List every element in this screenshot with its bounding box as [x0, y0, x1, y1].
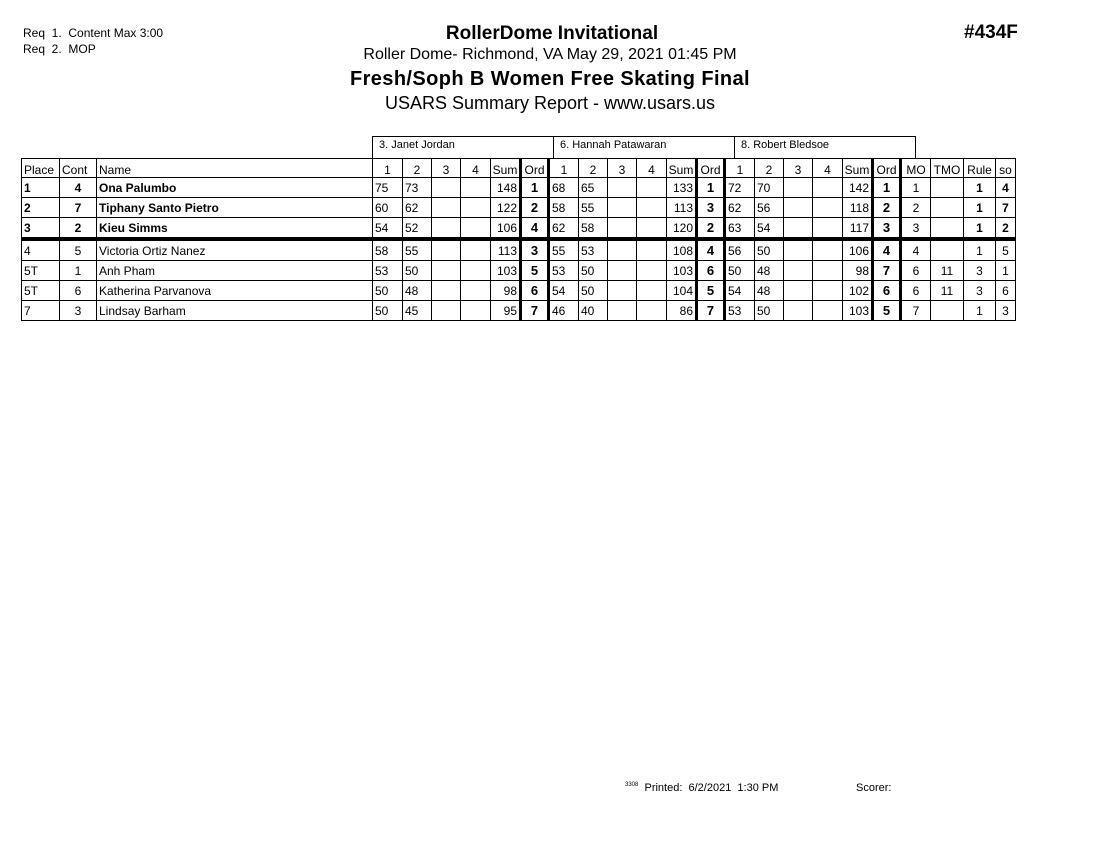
printed-timestamp: Printed: 6/2/2021 1:30 PM: [644, 782, 779, 794]
rule-cell: 1: [964, 218, 996, 240]
judge-2-score-2: 50: [579, 261, 608, 281]
header-mo: MO: [901, 159, 931, 178]
event-name: Fresh/Soph B Women Free Skating Final: [349, 68, 751, 90]
judge-2-score-1: 46: [549, 301, 579, 321]
judge-2-score-1: 58: [549, 198, 579, 218]
judge-3-score-4: [813, 281, 843, 301]
judge-2-score-4: [637, 178, 667, 198]
header-j1-s1: 1: [373, 159, 403, 178]
judge-3-sum: 103: [843, 301, 873, 321]
report-header: [0, 22, 1100, 114]
judge-1-score-4: [461, 218, 491, 240]
tmo-cell: 11: [931, 281, 964, 301]
judge-3-sum: 98: [843, 261, 873, 281]
judge-3-score-3: [784, 301, 813, 321]
mo-cell: 1: [901, 178, 931, 198]
rule-cell: 1: [964, 301, 996, 321]
judge-1-sum: 148: [491, 178, 521, 198]
judge-1-score-4: [461, 178, 491, 198]
judge-1-ordinal: 7: [521, 301, 549, 321]
judge-1-sum: 122: [491, 198, 521, 218]
requirement-2: Req 2. MOP: [23, 42, 96, 56]
judge-2-sum: 86: [667, 301, 697, 321]
judge-2-score-1: 62: [549, 218, 579, 240]
judge-3-ordinal: 6: [873, 281, 901, 301]
judge-2-ordinal: 4: [697, 239, 725, 261]
rule-cell: 3: [964, 261, 996, 281]
judge-1-score-4: [461, 281, 491, 301]
contestant-number-cell: 6: [60, 281, 97, 301]
judge-3-label: 8. Robert Bledsoe: [734, 136, 916, 158]
judge-1-sum: 103: [491, 261, 521, 281]
judge-3-score-1: 53: [725, 301, 755, 321]
judge-3-score-4: [813, 218, 843, 240]
judge-1-score-2: 62: [403, 198, 432, 218]
mo-cell: 2: [901, 198, 931, 218]
header-j3-s1: 1: [725, 159, 755, 178]
judge-2-sum: 133: [667, 178, 697, 198]
header-j1-s4: 4: [461, 159, 491, 178]
judge-3-score-4: [813, 261, 843, 281]
judge-3-score-2: 54: [755, 218, 784, 240]
header-j2-s4: 4: [637, 159, 667, 178]
header-j3-s4: 4: [813, 159, 843, 178]
table-row: [22, 218, 1016, 240]
judge-3-score-3: [784, 261, 813, 281]
judge-1-score-3: [432, 301, 461, 321]
judge-1-score-2: 45: [403, 301, 432, 321]
judge-2-score-4: [637, 261, 667, 281]
judge-3-ordinal: 3: [873, 218, 901, 240]
rule-cell: 1: [964, 239, 996, 261]
judge-3-score-1: 62: [725, 198, 755, 218]
judge-3-sum: 106: [843, 239, 873, 261]
judge-1-score-1: 58: [373, 239, 403, 261]
header-j3-s2: 2: [755, 159, 784, 178]
judge-1-score-2: 50: [403, 261, 432, 281]
event-code: #434F: [964, 22, 1018, 43]
judge-3-score-3: [784, 198, 813, 218]
scorer-label: Scorer:: [856, 782, 892, 794]
judge-3-score-3: [784, 178, 813, 198]
judge-2-score-2: 40: [579, 301, 608, 321]
judge-1-score-2: 73: [403, 178, 432, 198]
judge-2-score-1: 68: [549, 178, 579, 198]
judge-3-score-1: 54: [725, 281, 755, 301]
judge-2-score-4: [637, 198, 667, 218]
judge-2-score-2: 53: [579, 239, 608, 261]
judge-3-score-2: 48: [755, 261, 784, 281]
judge-2-score-4: [637, 301, 667, 321]
contestant-number-cell: 7: [60, 198, 97, 218]
judge-2-score-4: [637, 239, 667, 261]
header-j1-sum: Sum: [491, 159, 521, 178]
judge-1-score-1: 50: [373, 281, 403, 301]
judge-1-score-3: [432, 261, 461, 281]
report-type: USARS Summary Report - www.usars.us: [384, 93, 716, 113]
judge-1-ordinal: 6: [521, 281, 549, 301]
judge-1-label: 3. Janet Jordan: [372, 136, 553, 158]
skater-name-cell: Tiphany Santo Pietro: [97, 198, 373, 218]
judge-2-score-3: [608, 198, 637, 218]
place-cell: 2: [22, 198, 60, 218]
judge-1-score-4: [461, 239, 491, 261]
judge-3-sum: 118: [843, 198, 873, 218]
place-cell: 1: [22, 178, 60, 198]
header-j3-sum: Sum: [843, 159, 873, 178]
judge-1-score-3: [432, 239, 461, 261]
header-j3-ord: Ord: [873, 159, 901, 178]
so-cell: 7: [996, 198, 1016, 218]
table-row: [22, 239, 1016, 261]
judge-2-score-2: 55: [579, 198, 608, 218]
judge-1-score-1: 54: [373, 218, 403, 240]
judge-header-bar: [372, 136, 916, 158]
judge-1-score-3: [432, 281, 461, 301]
judge-2-ordinal: 2: [697, 218, 725, 240]
results-table: [21, 158, 1016, 321]
judge-2-score-3: [608, 281, 637, 301]
judge-3-score-3: [784, 281, 813, 301]
so-cell: 3: [996, 301, 1016, 321]
judge-3-score-1: 63: [725, 218, 755, 240]
judge-3-score-1: 72: [725, 178, 755, 198]
judge-2-sum: 120: [667, 218, 697, 240]
contestant-number-cell: 3: [60, 301, 97, 321]
judge-1-ordinal: 4: [521, 218, 549, 240]
rule-cell: 1: [964, 198, 996, 218]
judge-1-ordinal: 1: [521, 178, 549, 198]
judge-2-score-3: [608, 178, 637, 198]
contestant-number-cell: 1: [60, 261, 97, 281]
mo-cell: 7: [901, 301, 931, 321]
judge-2-sum: 104: [667, 281, 697, 301]
judge-3-sum: 142: [843, 178, 873, 198]
rule-cell: 3: [964, 281, 996, 301]
printed-footer: [625, 782, 778, 794]
judge-3-sum: 117: [843, 218, 873, 240]
skater-name-cell: Anh Pham: [97, 261, 373, 281]
judge-3-score-4: [813, 301, 843, 321]
judge-1-score-3: [432, 198, 461, 218]
header-name: Name: [97, 159, 373, 178]
skater-name-cell: Kieu Simms: [97, 218, 373, 240]
judge-1-score-1: 60: [373, 198, 403, 218]
requirement-1: Req 1. Content Max 3:00: [23, 26, 164, 40]
judge-1-ordinal: 5: [521, 261, 549, 281]
judge-3-score-2: 70: [755, 178, 784, 198]
header-place: Place: [22, 159, 60, 178]
tmo-cell: 11: [931, 261, 964, 281]
judge-3-score-2: 56: [755, 198, 784, 218]
tmo-cell: [931, 178, 964, 198]
header-rule: Rule: [964, 159, 996, 178]
judge-2-sum: 103: [667, 261, 697, 281]
tmo-cell: [931, 239, 964, 261]
judge-1-score-1: 53: [373, 261, 403, 281]
judge-3-score-2: 50: [755, 301, 784, 321]
judge-2-score-1: 54: [549, 281, 579, 301]
judge-1-sum: 113: [491, 239, 521, 261]
contestant-number-cell: 5: [60, 239, 97, 261]
judge-3-score-2: 50: [755, 239, 784, 261]
judge-3-score-2: 48: [755, 281, 784, 301]
skater-name-cell: Katherina Parvanova: [97, 281, 373, 301]
judge-2-ordinal: 1: [697, 178, 725, 198]
tmo-cell: [931, 218, 964, 240]
judge-2-ordinal: 7: [697, 301, 725, 321]
judge-3-ordinal: 5: [873, 301, 901, 321]
judge-2-score-2: 58: [579, 218, 608, 240]
header-tmo: TMO: [931, 159, 964, 178]
table-row: [22, 178, 1016, 198]
place-cell: 7: [22, 301, 60, 321]
judge-3-score-3: [784, 218, 813, 240]
tmo-cell: [931, 198, 964, 218]
judge-1-score-4: [461, 198, 491, 218]
judge-2-score-2: 50: [579, 281, 608, 301]
judge-2-ordinal: 3: [697, 198, 725, 218]
judge-1-ordinal: 2: [521, 198, 549, 218]
judge-3-sum: 102: [843, 281, 873, 301]
so-cell: 5: [996, 239, 1016, 261]
header-cont: Cont: [60, 159, 97, 178]
mo-cell: 4: [901, 239, 931, 261]
header-j2-s1: 1: [549, 159, 579, 178]
judge-1-score-3: [432, 218, 461, 240]
so-cell: 2: [996, 218, 1016, 240]
header-so: so: [996, 159, 1016, 178]
judge-3-score-4: [813, 239, 843, 261]
judge-3-ordinal: 7: [873, 261, 901, 281]
judge-2-score-4: [637, 281, 667, 301]
judge-2-score-1: 55: [549, 239, 579, 261]
judge-1-sum: 95: [491, 301, 521, 321]
mo-cell: 6: [901, 261, 931, 281]
tmo-cell: [931, 301, 964, 321]
so-cell: 6: [996, 281, 1016, 301]
judge-1-score-1: 50: [373, 301, 403, 321]
header-j2-sum: Sum: [667, 159, 697, 178]
so-cell: 1: [996, 261, 1016, 281]
judge-2-score-4: [637, 218, 667, 240]
place-cell: 5T: [22, 281, 60, 301]
judge-2-label: 6. Hannah Patawaran: [553, 136, 734, 158]
footer-code: 3308: [625, 782, 639, 788]
judge-2-score-3: [608, 239, 637, 261]
judge-3-score-4: [813, 198, 843, 218]
place-cell: 4: [22, 239, 60, 261]
contestant-number-cell: 4: [60, 178, 97, 198]
judge-3-score-4: [813, 178, 843, 198]
judge-3-ordinal: 2: [873, 198, 901, 218]
judge-2-score-3: [608, 218, 637, 240]
judge-2-score-2: 65: [579, 178, 608, 198]
competition-title: RollerDome Invitational: [445, 23, 659, 44]
judge-2-ordinal: 5: [697, 281, 725, 301]
header-j2-s2: 2: [579, 159, 608, 178]
judge-1-score-2: 55: [403, 239, 432, 261]
mo-cell: 6: [901, 281, 931, 301]
mo-cell: 3: [901, 218, 931, 240]
table-row: [22, 281, 1016, 301]
skater-name-cell: Victoria Ortiz Nanez: [97, 239, 373, 261]
judge-3-ordinal: 4: [873, 239, 901, 261]
judge-1-score-1: 75: [373, 178, 403, 198]
rule-cell: 1: [964, 178, 996, 198]
skater-name-cell: Ona Palumbo: [97, 178, 373, 198]
header-j1-s2: 2: [403, 159, 432, 178]
table-row: [22, 261, 1016, 281]
header-j3-s3: 3: [784, 159, 813, 178]
judge-2-score-3: [608, 301, 637, 321]
judge-2-ordinal: 6: [697, 261, 725, 281]
judge-1-score-2: 48: [403, 281, 432, 301]
judge-1-score-3: [432, 178, 461, 198]
table-row: [22, 198, 1016, 218]
judge-2-sum: 113: [667, 198, 697, 218]
header-j1-ord: Ord: [521, 159, 549, 178]
table-row: [22, 301, 1016, 321]
judge-3-score-1: 50: [725, 261, 755, 281]
skater-name-cell: Lindsay Barham: [97, 301, 373, 321]
judge-1-sum: 98: [491, 281, 521, 301]
place-cell: 5T: [22, 261, 60, 281]
judge-1-score-4: [461, 301, 491, 321]
judge-3-ordinal: 1: [873, 178, 901, 198]
header-j2-s3: 3: [608, 159, 637, 178]
place-cell: 3: [22, 218, 60, 240]
so-cell: 4: [996, 178, 1016, 198]
judge-1-sum: 106: [491, 218, 521, 240]
judge-3-score-3: [784, 239, 813, 261]
header-j1-s3: 3: [432, 159, 461, 178]
header-j2-ord: Ord: [697, 159, 725, 178]
judge-2-sum: 108: [667, 239, 697, 261]
competition-location-date: Roller Dome- Richmond, VA May 29, 2021 01:45 PM: [363, 46, 737, 63]
judge-2-score-3: [608, 261, 637, 281]
judge-1-score-4: [461, 261, 491, 281]
judge-1-score-2: 52: [403, 218, 432, 240]
contestant-number-cell: 2: [60, 218, 97, 240]
table-header-row: [22, 159, 1016, 178]
judge-2-score-1: 53: [549, 261, 579, 281]
judge-3-score-1: 56: [725, 239, 755, 261]
judge-1-ordinal: 3: [521, 239, 549, 261]
